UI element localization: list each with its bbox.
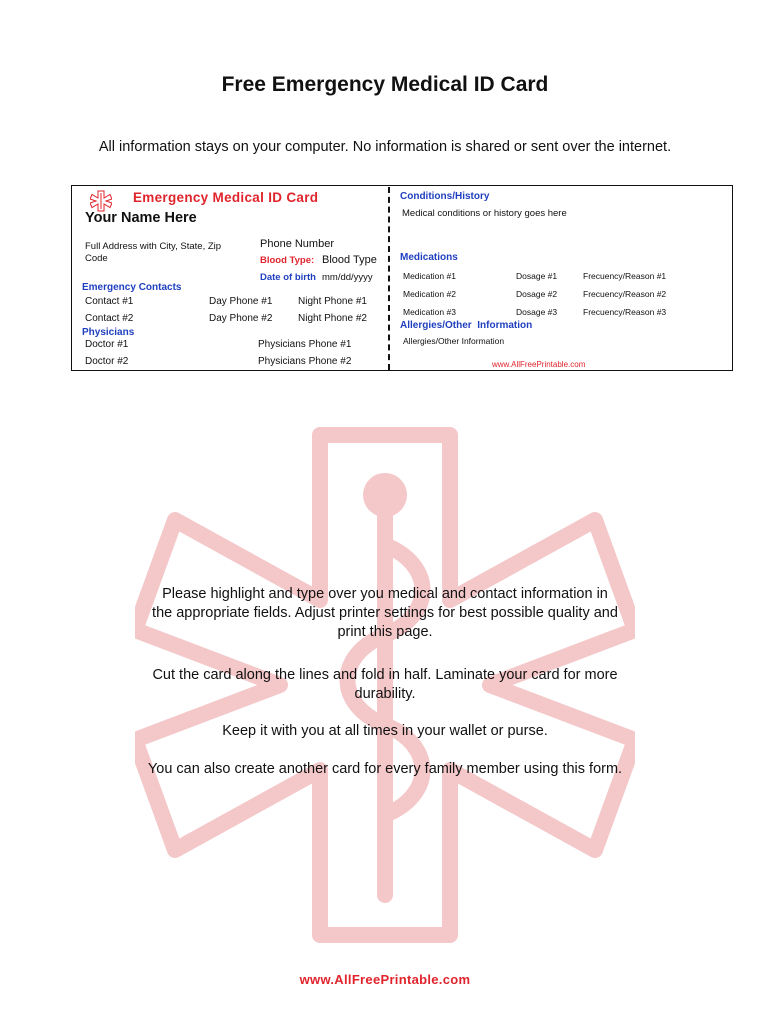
star-of-life-icon (90, 190, 112, 212)
medication-2-dosage[interactable]: Dosage #2 (516, 289, 558, 299)
medication-1-dosage[interactable]: Dosage #1 (516, 271, 558, 281)
fold-line (388, 187, 390, 370)
instruction-line: the appropriate fields. Adjust printer settings for best possible quality and (152, 605, 618, 621)
contact-1-day-phone[interactable]: Day Phone #1 (209, 296, 273, 307)
allergies-heading: Allergies/Other Information (400, 320, 533, 331)
medication-3-dosage[interactable]: Dosage #3 (516, 307, 558, 317)
blood-type-field[interactable]: Blood Type (322, 254, 377, 266)
medication-2-frequency[interactable]: Frecuency/Reason #2 (583, 289, 667, 299)
instruction-line: Please highlight and type over you medical and contact information in (162, 586, 608, 602)
address-field-line1[interactable]: Full Address with City, State, Zip (85, 241, 222, 252)
card-heading: Emergency Medical ID Card (133, 190, 319, 205)
conditions-field[interactable]: Medical conditions or history goes here (402, 208, 567, 219)
doctor-2-name[interactable]: Doctor #2 (85, 356, 129, 367)
medication-3-frequency[interactable]: Frecuency/Reason #3 (583, 307, 667, 317)
card-name-field[interactable]: Your Name Here (85, 210, 197, 226)
medication-1-frequency[interactable]: Frecuency/Reason #1 (583, 271, 667, 281)
address-field-line2[interactable]: Code (85, 253, 108, 264)
instructions-paragraph-4 (0, 760, 770, 779)
dob-label: Date of birth (260, 272, 316, 283)
contact-1-name[interactable]: Contact #1 (85, 296, 134, 307)
instruction-line: You can also create another card for every family member using this form. (147, 761, 623, 777)
privacy-notice: All information stays on your computer. No information is shared or sent over the internet. (98, 139, 672, 155)
medication-1-name[interactable]: Medication #1 (403, 271, 456, 281)
doctor-1-name[interactable]: Doctor #1 (85, 339, 129, 350)
medications-heading: Medications (400, 252, 458, 263)
card-watermark-url: www.AllFreePrintable.com (492, 360, 586, 369)
medication-2-name[interactable]: Medication #2 (403, 289, 456, 299)
instruction-line: Keep it with you at all times in your wallet or purse. (222, 723, 548, 739)
instruction-line: durability. (354, 686, 416, 702)
contact-2-name[interactable]: Contact #2 (85, 313, 134, 324)
medication-3-name[interactable]: Medication #3 (403, 307, 456, 317)
doctor-1-phone[interactable]: Physicians Phone #1 (258, 339, 352, 350)
instruction-line: print this page. (337, 624, 433, 640)
contact-2-night-phone[interactable]: Night Phone #2 (298, 313, 367, 324)
instructions-paragraph-1 (0, 585, 770, 642)
phone-field[interactable]: Phone Number (260, 238, 334, 250)
physicians-heading: Physicians (82, 327, 135, 338)
doctor-2-phone[interactable]: Physicians Phone #2 (258, 356, 352, 367)
dob-field[interactable]: mm/dd/yyyy (322, 272, 373, 283)
instruction-line: Cut the card along the lines and fold in half. Laminate your card for more (152, 667, 618, 683)
contact-2-day-phone[interactable]: Day Phone #2 (209, 313, 273, 324)
allergies-field[interactable]: Allergies/Other Information (403, 336, 505, 346)
instructions-paragraph-2 (0, 666, 770, 704)
contact-1-night-phone[interactable]: Night Phone #1 (298, 296, 367, 307)
page-title: Free Emergency Medical ID Card (221, 73, 549, 96)
blood-type-label: Blood Type: (260, 255, 315, 266)
footer-url-link[interactable]: www.AllFreePrintable.com (299, 972, 471, 987)
emergency-contacts-heading: Emergency Contacts (82, 282, 182, 293)
instructions-paragraph-3 (0, 722, 770, 741)
conditions-heading: Conditions/History (400, 191, 490, 202)
